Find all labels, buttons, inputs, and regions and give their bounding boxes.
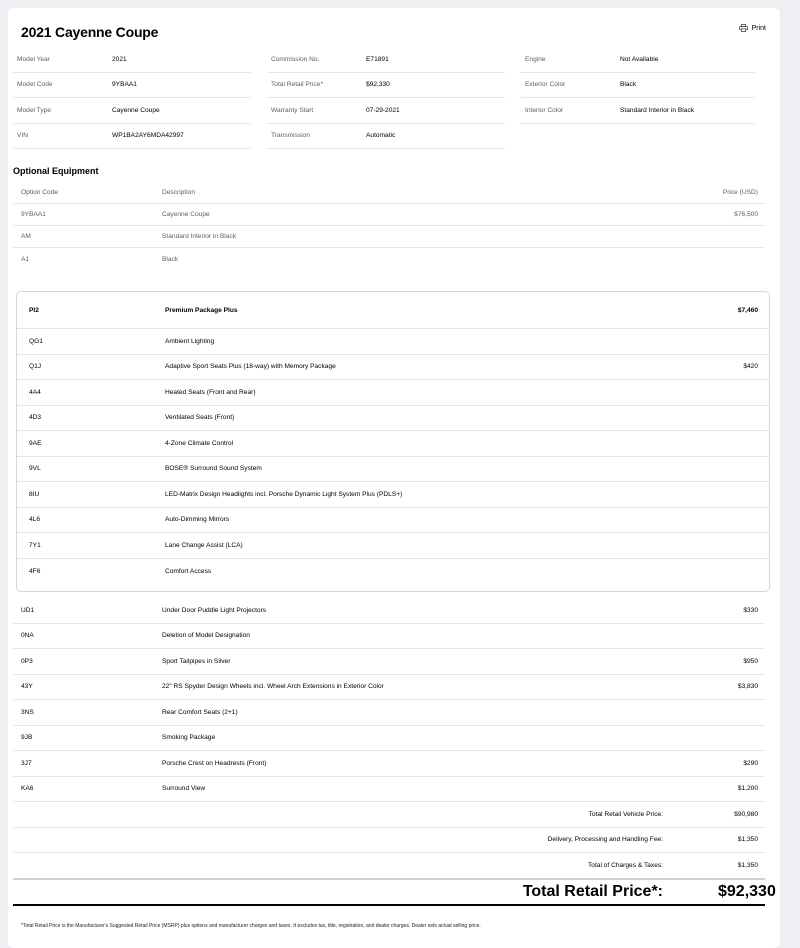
option-description: Sport Tailpipes in Silver bbox=[162, 657, 231, 665]
option-code: 43Y bbox=[21, 683, 33, 691]
table-row bbox=[13, 726, 765, 752]
option-price: $1,200 bbox=[737, 785, 758, 793]
option-code: 8IU bbox=[29, 490, 40, 498]
option-price: $290 bbox=[743, 759, 758, 767]
total-label: Total of Charges & Taxes: bbox=[587, 862, 663, 870]
table-header-row bbox=[13, 182, 765, 204]
option-code: UD1 bbox=[21, 606, 35, 614]
header-price: Price (USD) bbox=[722, 189, 758, 196]
spec-label: Transmission bbox=[271, 132, 310, 140]
option-code: 9JB bbox=[21, 734, 33, 742]
option-description: BOSE® Surround Sound System bbox=[165, 465, 262, 473]
option-code: 3J7 bbox=[21, 759, 32, 767]
spec-value: Cayenne Coupe bbox=[112, 106, 160, 114]
spec-value: Standard Interior in Black bbox=[620, 106, 695, 114]
option-code: 4L6 bbox=[29, 516, 41, 524]
table-row bbox=[13, 675, 765, 701]
option-price: $330 bbox=[743, 606, 758, 614]
vehicle-specs bbox=[13, 47, 765, 149]
option-description: Ambient Lighting bbox=[165, 337, 215, 345]
option-description: Surround View bbox=[162, 785, 206, 793]
package-item-row bbox=[17, 355, 769, 381]
total-label: Delivery, Processing and Handling Fee: bbox=[547, 836, 663, 844]
option-code: 0P3 bbox=[21, 657, 33, 665]
package-item-row bbox=[17, 406, 769, 432]
table-row bbox=[13, 777, 765, 803]
option-description: Smoking Package bbox=[162, 734, 216, 742]
option-code: A1 bbox=[21, 255, 30, 263]
option-code: 4D3 bbox=[29, 414, 42, 422]
spec-interior-color bbox=[521, 98, 755, 124]
table-row bbox=[13, 226, 765, 248]
package-item-row bbox=[17, 559, 769, 585]
package-item-row bbox=[17, 380, 769, 406]
option-description: Adaptive Sport Seats Plus (18-way) with Memory Package bbox=[165, 363, 336, 371]
specs-column-1 bbox=[13, 47, 251, 149]
table-row bbox=[13, 204, 765, 226]
more-options-table bbox=[13, 598, 765, 802]
spec-label: Exterior Color bbox=[525, 81, 566, 89]
delivery-fee-row bbox=[13, 828, 765, 854]
option-price: $76,500 bbox=[734, 211, 758, 218]
table-row bbox=[13, 649, 765, 675]
spec-label: Commission No. bbox=[271, 55, 320, 63]
charges-taxes-row bbox=[13, 853, 765, 879]
table-row bbox=[13, 598, 765, 624]
package-item-row bbox=[17, 431, 769, 457]
package-item-row bbox=[17, 508, 769, 534]
premium-package-group bbox=[16, 291, 770, 592]
optional-equipment-heading: Optional Equipment bbox=[13, 166, 99, 176]
option-description: Deletion of Model Designation bbox=[162, 632, 250, 640]
spec-transmission bbox=[267, 124, 505, 150]
option-description: Ventilated Seats (Front) bbox=[165, 414, 235, 422]
option-description: Cayenne Coupe bbox=[162, 211, 210, 218]
spec-label: Model Code bbox=[17, 81, 53, 89]
spec-model-year bbox=[13, 47, 251, 73]
total-value: $1,350 bbox=[737, 836, 758, 844]
table-row bbox=[13, 751, 765, 777]
option-code: 0NA bbox=[21, 632, 34, 640]
option-code: Q1J bbox=[29, 363, 42, 371]
option-description: 4-Zone Climate Control bbox=[165, 439, 234, 447]
spec-label: Model Year bbox=[17, 55, 50, 63]
spec-vin bbox=[13, 124, 251, 150]
option-code: AM bbox=[21, 233, 31, 240]
spec-total-retail-price bbox=[267, 73, 505, 99]
package-item-row bbox=[17, 482, 769, 508]
page-title: 2021 Cayenne Coupe bbox=[21, 24, 159, 40]
spec-value: 9YBAA1 bbox=[112, 81, 137, 89]
package-header-row bbox=[17, 292, 769, 329]
table-row bbox=[13, 248, 765, 270]
grand-total-label: Total Retail Price*: bbox=[522, 883, 663, 900]
option-code: 9YBAA1 bbox=[21, 211, 46, 218]
table-row bbox=[13, 624, 765, 650]
spec-value: E71891 bbox=[366, 55, 389, 63]
spec-value: 07-29-2021 bbox=[366, 106, 400, 114]
package-item-row bbox=[17, 457, 769, 483]
table-row bbox=[13, 700, 765, 726]
option-price: $3,830 bbox=[737, 683, 758, 691]
option-description: Rear Comfort Seats (2+1) bbox=[162, 708, 238, 716]
spec-label: Total Retail Price* bbox=[271, 81, 324, 89]
option-code: 9AE bbox=[29, 439, 42, 447]
option-code: 7Y1 bbox=[29, 541, 41, 549]
option-code: 9VL bbox=[29, 465, 41, 473]
header-description: Description bbox=[162, 189, 195, 196]
option-description: Under Door Puddle Light Projectors bbox=[162, 606, 267, 614]
total-label: Total Retail Vehicle Price: bbox=[588, 810, 663, 818]
option-code: QG1 bbox=[29, 337, 43, 345]
spec-warranty-start bbox=[267, 98, 505, 124]
option-code: 4A4 bbox=[29, 388, 41, 396]
option-code: KA6 bbox=[21, 785, 34, 793]
header-option-code: Option Code bbox=[21, 189, 59, 196]
spec-model-type bbox=[13, 98, 251, 124]
total-value: $90,980 bbox=[734, 810, 758, 818]
option-description: 22" RS Spyder Design Wheels incl. Wheel Arch Extensions in Exterior Color bbox=[162, 683, 384, 691]
print-label: Print bbox=[751, 24, 766, 32]
total-value: $1,350 bbox=[737, 862, 758, 870]
footnote: *Total Retail Price is the Manufacturer's Suggested Retail Price (MSRP) plus options and manufacturer charges and taxes. It excludes tax, title, registration, and dealer charges. Dealer sets actual selling price. bbox=[21, 923, 481, 929]
option-code: 3NS bbox=[21, 708, 34, 716]
spec-model-code bbox=[13, 73, 251, 99]
optional-equipment-table bbox=[13, 182, 765, 270]
spec-label: Model Type bbox=[17, 106, 51, 114]
option-description: Auto-Dimming Mirrors bbox=[165, 516, 230, 524]
option-description: Lane Change Assist (LCA) bbox=[165, 541, 243, 549]
option-description: Standard Interior in Black bbox=[162, 233, 237, 240]
spec-label: Warranty Start bbox=[271, 106, 314, 114]
spec-value: Not Available bbox=[620, 55, 659, 63]
specs-column-3 bbox=[521, 47, 755, 149]
spec-label: Engine bbox=[525, 55, 546, 63]
print-button[interactable] bbox=[739, 24, 766, 32]
option-description: Black bbox=[162, 255, 179, 263]
package-code: PI2 bbox=[29, 306, 39, 314]
spec-commission-no bbox=[267, 47, 505, 73]
option-description: LED-Matrix Design Headlights incl. Porsche Dynamic Light System Plus (PDLS+) bbox=[165, 490, 403, 498]
option-price: $950 bbox=[743, 657, 758, 665]
option-description: Comfort Access bbox=[165, 567, 212, 575]
spec-label: Interior Color bbox=[525, 106, 564, 114]
specs-column-2 bbox=[267, 47, 505, 149]
package-item-row bbox=[17, 533, 769, 559]
spec-engine bbox=[521, 47, 755, 73]
spec-value: Automatic bbox=[366, 132, 396, 140]
spec-label: VIN bbox=[17, 132, 28, 140]
totals-section bbox=[13, 802, 765, 879]
spec-exterior-color bbox=[521, 73, 755, 99]
option-code: 4F6 bbox=[29, 567, 41, 575]
package-price: $7,460 bbox=[737, 306, 758, 314]
grand-total-value: $92,330 bbox=[718, 883, 776, 900]
spec-value: Black bbox=[620, 81, 637, 89]
printer-icon bbox=[739, 24, 748, 32]
spec-value: WP1BA2AY6MDA42997 bbox=[112, 132, 184, 140]
package-description: Premium Package Plus bbox=[165, 306, 238, 314]
total-vehicle-price-row bbox=[13, 802, 765, 828]
spec-value: $92,330 bbox=[366, 81, 390, 89]
option-description: Porsche Crest on Headrests (Front) bbox=[162, 759, 267, 767]
grand-total-row bbox=[13, 880, 776, 906]
option-description: Heated Seats (Front and Rear) bbox=[165, 388, 256, 396]
spec-value: 2021 bbox=[112, 55, 127, 63]
option-price: $420 bbox=[743, 363, 758, 371]
package-item-row bbox=[17, 329, 769, 355]
